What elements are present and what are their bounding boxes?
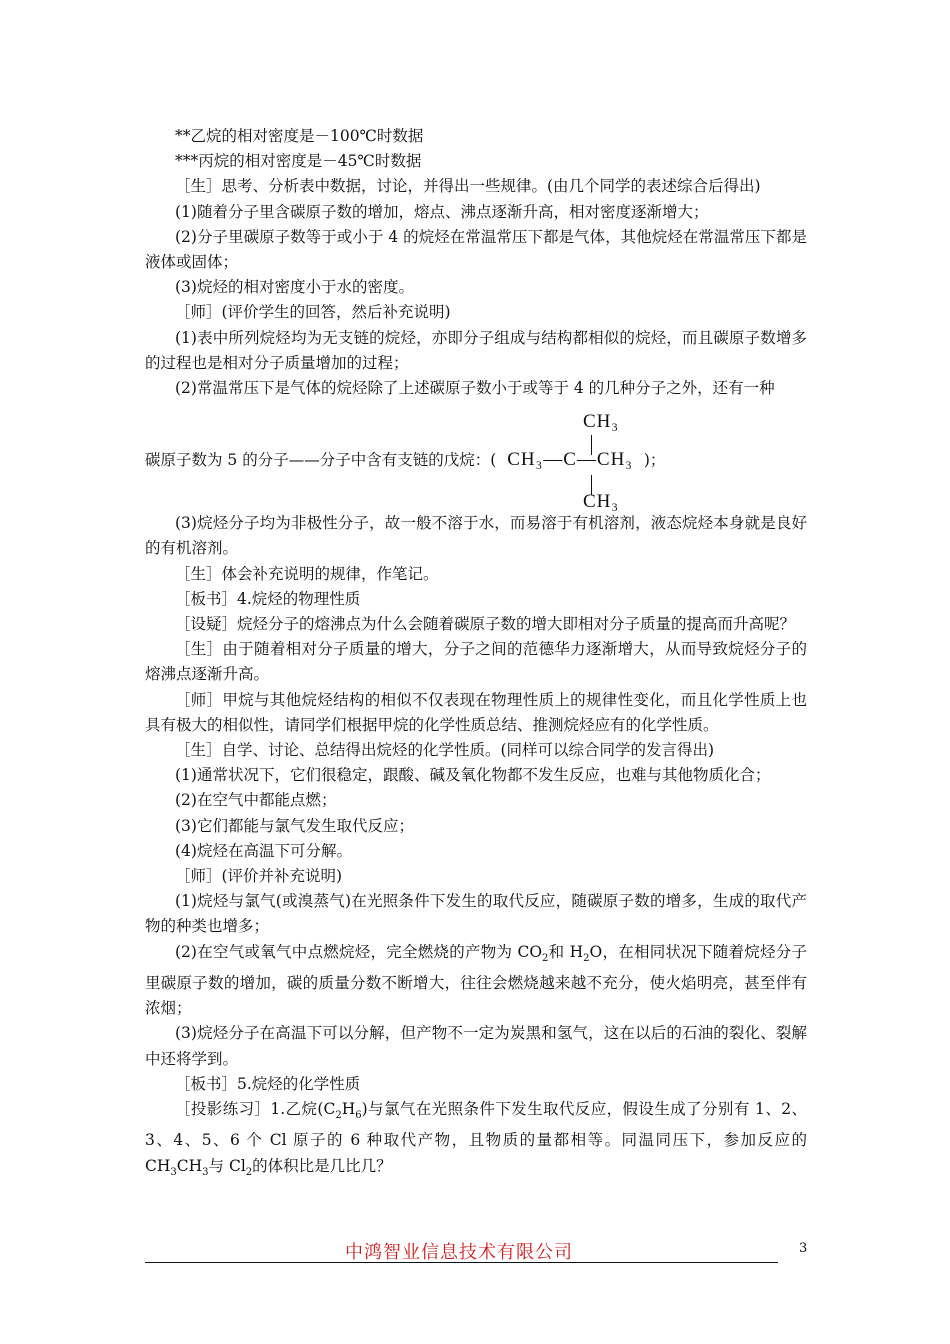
paragraph: (1)表中所列烷烃均为无支链的烷烃，亦即分子组成与结构都相似的烷烃，而且碳原子数增多的过程也是相对分子质量增加的过程； xyxy=(145,328,807,372)
formula-main-chain: CH₃—C—CH₃ xyxy=(507,449,633,471)
text-run: H xyxy=(341,1100,356,1118)
paragraph xyxy=(145,940,807,1022)
neopentane-formula-block xyxy=(145,403,807,513)
text-run: ［投影练习］1.乙烷(C xyxy=(175,1100,336,1118)
footer-company-name: 中鸿智业信息技术有限公司 xyxy=(345,1242,573,1263)
paragraph: (1)烷烃与氯气(或溴蒸气)在光照条件下发生的取代反应，随碳原子数的增多，生成的取代产物的种类也增多； xyxy=(145,892,807,936)
paragraph xyxy=(145,1097,807,1185)
paragraph: (3)烷烃分子均为非极性分子，故一般不溶于水，而易溶于有机溶剂，液态烷烃本身就是良好的有机溶剂。 xyxy=(145,514,807,558)
paragraph: (3)烷烃分子在高温下可以分解，但产物不一定为炭黑和氢气，这在以后的石油的裂化、裂解中还将学到。 xyxy=(145,1024,807,1068)
paragraph: ［生］体会补充说明的规律，作笔记。 xyxy=(175,564,439,583)
subscript: 3 xyxy=(170,1166,177,1178)
formula-prefix-text: 碳原子数为 5 的分子——分子中含有支链的戊烷：( xyxy=(145,451,497,470)
paragraph: (3)烷烃的相对密度小于水的密度。 xyxy=(175,278,414,297)
paragraph: ［板书］4.烷烃的物理性质 xyxy=(175,589,361,608)
paragraph: ［设疑］烷烃分子的熔沸点为什么会随着碳原子数的增大即相对分子质量的提高而升高呢？ xyxy=(175,615,796,634)
page-number: 3 xyxy=(799,1241,808,1256)
subscript: 2 xyxy=(583,952,590,964)
text-run: 的体积比是几比几？ xyxy=(252,1156,392,1175)
paragraph: **乙烷的相对密度是－100℃时数据 xyxy=(175,127,424,145)
paragraph: ［师］甲烷与其他烷烃结构的相似不仅表现在物理性质上的规律性变化，而且化学性质上也具有极大的相似性，请同学们根据甲烷的化学性质总结、推测烷烃应有的化学性质。 xyxy=(145,690,807,734)
paragraph: (1)随着分子里含碳原子数的增加，熔点、沸点逐渐升高，相对密度逐渐增大； xyxy=(175,202,709,221)
footer-divider xyxy=(145,1262,778,1263)
paragraph: (2)在空气中都能点燃； xyxy=(175,791,337,810)
paragraph: ［生］自学、讨论、总结得出烷烃的化学性质。(同样可以综合同学的发言得出) xyxy=(175,741,715,760)
formula-bottom-group: CH₃ xyxy=(583,491,620,513)
paragraph: (3)它们都能与氯气发生取代反应； xyxy=(175,816,414,835)
text-run: )与氯气在光照条件下发生取代反应，假设生成了分别有 1、2、3、4、5、6 个 Cl 原子的 6 种取代产物，且物质的量都相等。同温同压下，参加反应的 CH xyxy=(145,1100,807,1175)
subscript: 2 xyxy=(335,1110,342,1122)
document-body xyxy=(145,124,807,1185)
subscript: 2 xyxy=(542,952,549,964)
paragraph: (2)分子里碳原子数等于或小于 4 的烷烃在常温常压下都是气体，其他烷烃在常温常压下都是液体或固体； xyxy=(145,227,807,272)
text-run: O，在相同状况下随着烷烃分子里碳原子数的增加，碳的质量分数不断增大，往往会燃烧越来越不充分，使火焰明亮，甚至伴有浓烟； xyxy=(145,942,808,1018)
subscript: 3 xyxy=(202,1166,209,1178)
text-run: CH xyxy=(176,1156,203,1175)
subscript: 2 xyxy=(245,1166,253,1178)
text-run: (2)在空气或氧气中点燃烷烃，完全燃烧的产物为 CO xyxy=(175,942,543,961)
paragraph: ［师］(评价学生的回答，然后补充说明) xyxy=(175,303,451,322)
paragraph: (1)通常状况下，它们很稳定，跟酸、碱及氧化物都不发生反应，也难与其他物质化合； xyxy=(175,766,771,785)
formula-suffix-text: )； xyxy=(643,451,666,470)
paragraph: ［师］(评价并补充说明) xyxy=(175,867,343,886)
paragraph: ［板书］5.烷烃的化学性质 xyxy=(175,1074,361,1093)
paragraph: ［生］由于随着相对分子质量的增大，分子之间的范德华力逐渐增大，从而导致烷烃分子的熔沸点逐渐升高。 xyxy=(145,640,807,684)
paragraph: (4)烷烃在高温下可分解。 xyxy=(175,841,352,860)
formula-line xyxy=(145,447,665,473)
text-run: 与 Cl xyxy=(208,1156,246,1175)
subscript: 6 xyxy=(355,1110,362,1122)
paragraph: ***丙烷的相对密度是－45℃时数据 xyxy=(175,152,422,171)
formula-top-group: CH₃ xyxy=(583,411,620,433)
text-run: 和 H xyxy=(548,942,584,961)
paragraph: ［生］思考、分析表中数据，讨论，并得出一些规律。(由几个同学的表述综合后得出) xyxy=(175,177,761,196)
paragraph: (2)常温常压下是气体的烷烃除了上述碳原子数小于或等于 4 的几种分子之外，还有一种 xyxy=(175,379,775,398)
